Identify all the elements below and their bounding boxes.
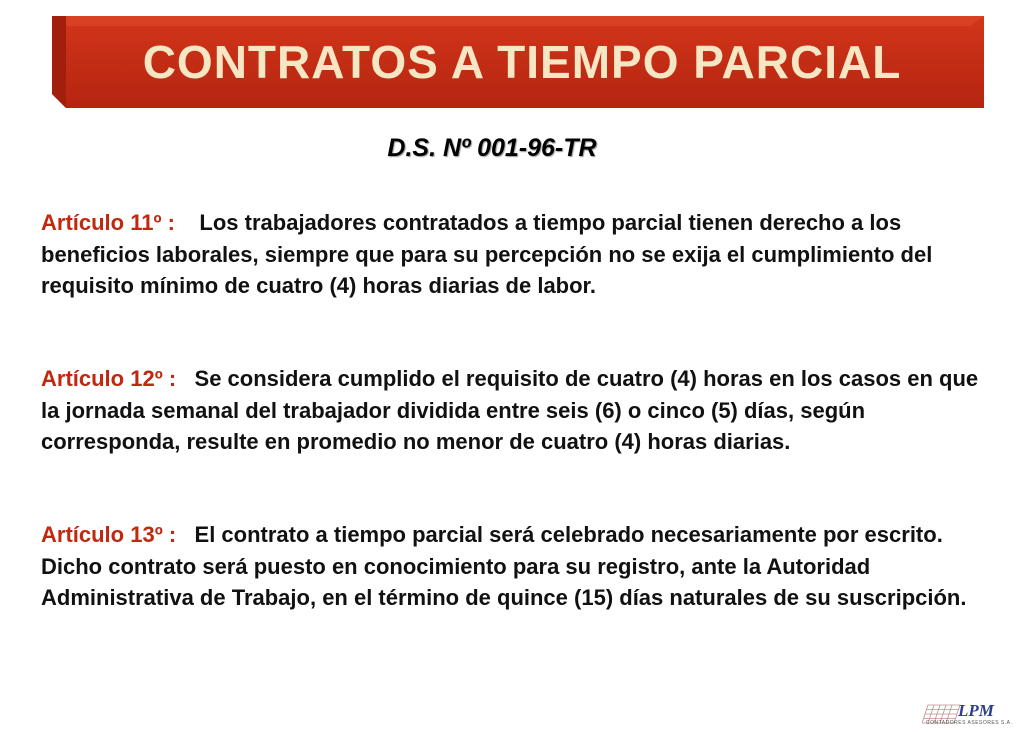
article-label: Artículo 13º : [41,522,177,547]
article-label: Artículo 11º : [41,210,175,235]
page-title: CONTRATOS A TIEMPO PARCIAL [142,36,902,88]
company-logo [922,701,1013,727]
article-text: Los trabajadores contratados a tiempo parcial tienen derecho a los beneficios laborales, siempre que para su percepción no se exija el cumplimiento del requisito mínimo de cuatro (4) horas diarias de labor. [41,210,933,298]
article-label: Artículo 12º : [41,366,177,391]
logo-subtext: CONTADORES ASESORES S.A. [926,720,1013,726]
article-12 [41,363,996,458]
article-text: Se considera cumplido el requisito de cuatro (4) horas en los casos en que la jornada semanal del trabajador dividida entre seis (6) o cinco (5) días, según corresponda, resulte en promedio no menor de cuatro (4) horas diarias. [41,366,979,454]
logo-text: LPM [958,701,994,720]
article-text: El contrato a tiempo parcial será celebrado necesariamente por escrito. Dicho contrato será puesto en conocimiento para su registro, ante la Autoridad Administrativa de Trabajo, en el término de quince (15) días naturales de su suscripción. [41,522,967,610]
article-11 [41,207,996,302]
article-13 [41,519,996,614]
decree-reference: D.S. Nº 001-96-TR [387,134,597,162]
title-banner [52,16,984,108]
